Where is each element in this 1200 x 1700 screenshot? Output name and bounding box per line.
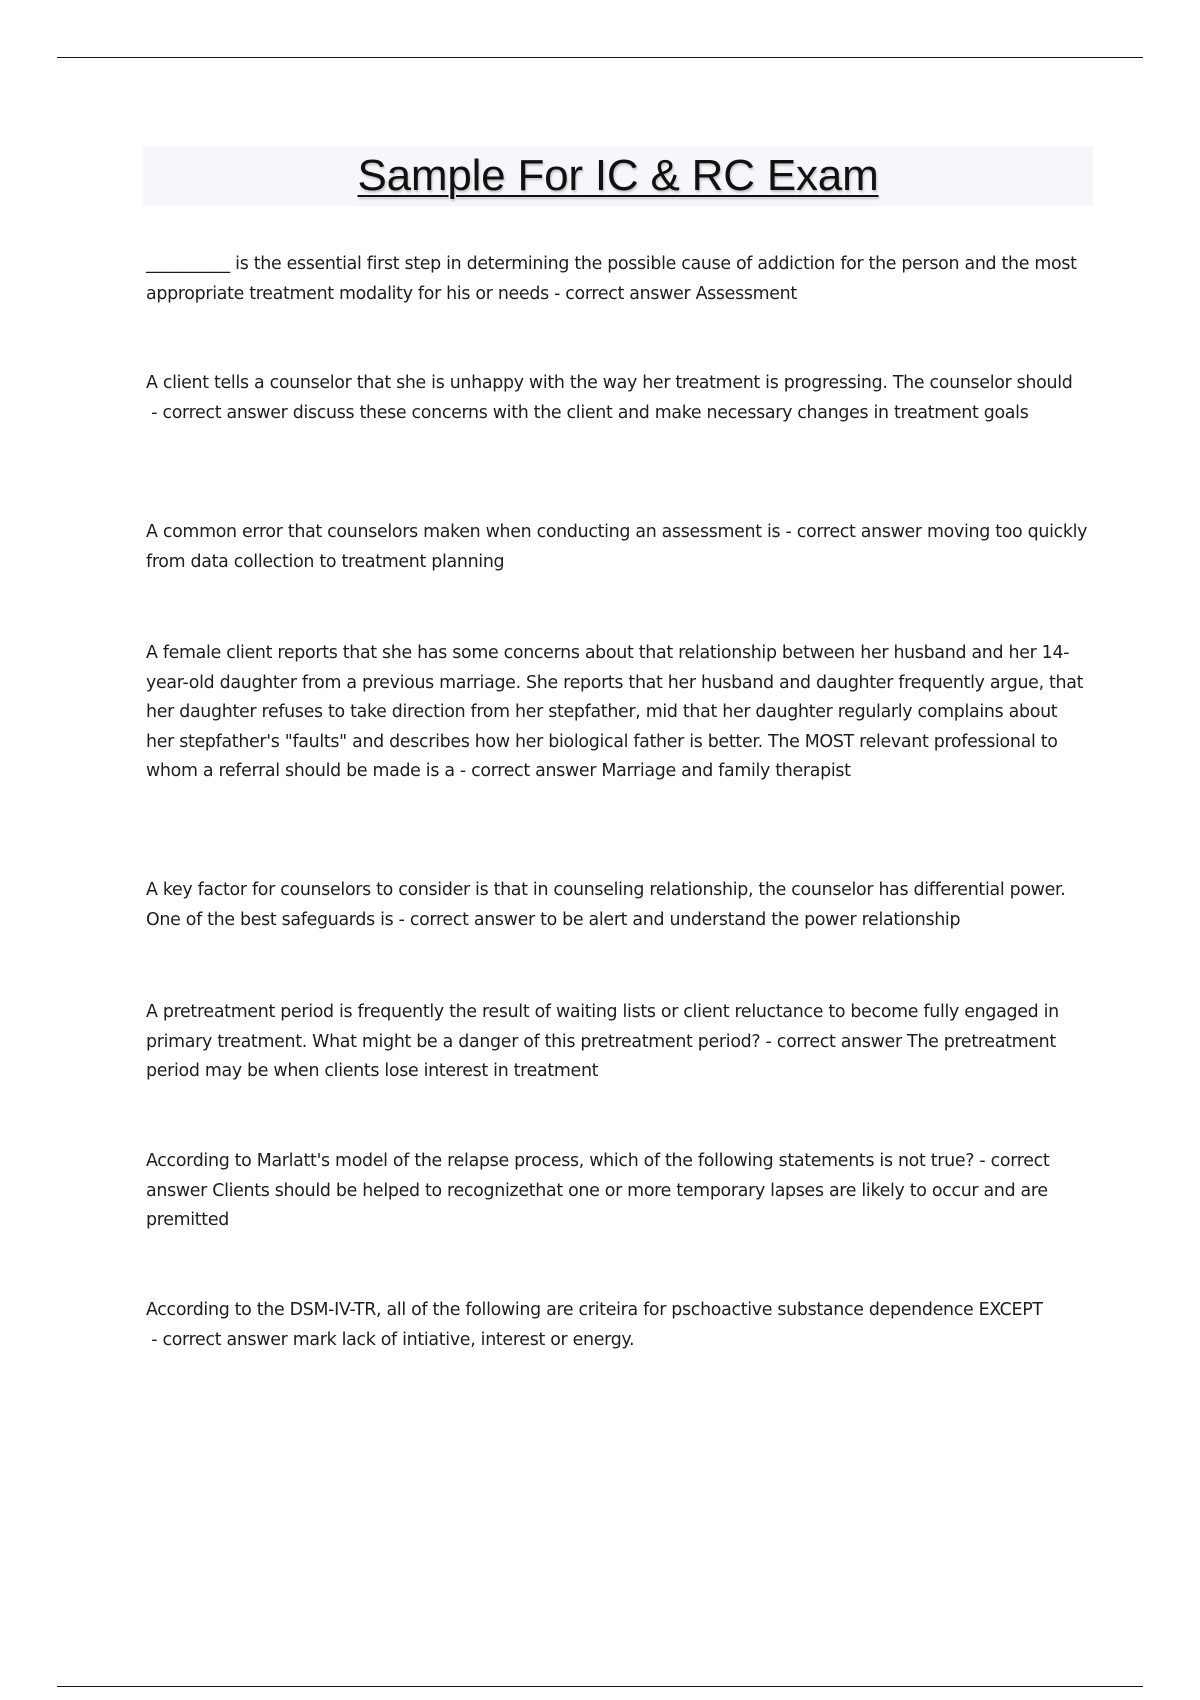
answer-text: The pretreatment period may be when clients lose interest in treatment bbox=[146, 1031, 1056, 1081]
question-text: __________ is the essential first step in determining the possible cause of addiction for the person and the most appropriate treatment modality for his or needs bbox=[146, 254, 1077, 304]
answer-prefix: correct answer bbox=[409, 909, 535, 930]
separator: - bbox=[760, 1031, 777, 1052]
answer-prefix: correct answer bbox=[776, 1031, 902, 1052]
answer-prefix: correct answer bbox=[471, 761, 597, 781]
qa-item bbox=[146, 639, 1090, 787]
document-title: Sample For IC & RC Exam bbox=[357, 151, 879, 200]
separator: - bbox=[146, 1329, 163, 1350]
top-rule bbox=[57, 57, 1143, 58]
separator: - bbox=[454, 761, 472, 781]
question-text: A client tells a counselor that she is unhappy with the way her treatment is progressing. The counselor should bbox=[146, 373, 1073, 393]
separator: - bbox=[146, 402, 163, 423]
qa-item bbox=[146, 876, 1090, 935]
separator: - bbox=[393, 909, 410, 930]
question-text: According to Marlatt's model of the relapse process, which of the following statements is not true? bbox=[146, 1151, 975, 1171]
question-text: According to the DSM-IV-TR, all of the following are criteira for pschoactive substance dependence EXCEPT bbox=[146, 1300, 1043, 1320]
question-text: A female client reports that she has some concerns about that relationship between her husband and her 14-year-old daughter from a previous marriage. She reports that her husband and daughter frequently argue, that her daughter refuses to take direction from her stepfather, mid that her daughter regularly complains about her stepfather's "faults" and describes how her biological father is better. The MOST relevant professional to whom a referral should be made is a bbox=[146, 643, 1084, 781]
qa-item bbox=[146, 1147, 1090, 1236]
qa-item bbox=[146, 518, 1090, 577]
answer-text: Assessment bbox=[695, 283, 797, 304]
qa-item bbox=[146, 998, 1090, 1087]
bottom-rule bbox=[57, 1686, 1143, 1687]
qa-item bbox=[146, 250, 1090, 309]
qa-item bbox=[146, 369, 1090, 428]
title-band bbox=[143, 146, 1093, 206]
separator: - bbox=[548, 283, 566, 304]
answer-prefix: correct answer bbox=[146, 1151, 1050, 1201]
answer-text: Marriage and family therapist bbox=[601, 761, 851, 781]
answer-text: mark lack of intiative, interest or energy. bbox=[292, 1329, 635, 1350]
question-text: A common error that counselors maken when conducting an assessment is bbox=[146, 522, 781, 542]
question-text: A key factor for counselors to consider is that in counseling relationship, the counselor has differential power. One of the best safeguards is bbox=[146, 880, 1066, 930]
separator: - bbox=[974, 1151, 991, 1171]
answer-text: moving too quickly from data collection to treatment planning bbox=[146, 522, 1088, 572]
answer-prefix: correct answer bbox=[565, 283, 691, 304]
answer-prefix: correct answer bbox=[796, 522, 922, 542]
separator: - bbox=[780, 522, 797, 542]
qa-item bbox=[146, 1296, 1090, 1355]
question-text: A pretreatment period is frequently the result of waiting lists or client reluctance to become fully engaged in primary treatment. What might be a danger of this pretreatment period? bbox=[146, 1002, 1059, 1052]
answer-text: discuss these concerns with the client and make necessary changes in treatment goals bbox=[292, 402, 1029, 423]
answer-prefix: correct answer bbox=[162, 1329, 288, 1350]
answer-text: Clients should be helped to recognizethat one or more temporary lapses are likely to occur and are premitted bbox=[146, 1180, 1048, 1230]
answer-prefix: correct answer bbox=[162, 402, 288, 423]
answer-text: to be alert and understand the power relationship bbox=[540, 909, 961, 930]
